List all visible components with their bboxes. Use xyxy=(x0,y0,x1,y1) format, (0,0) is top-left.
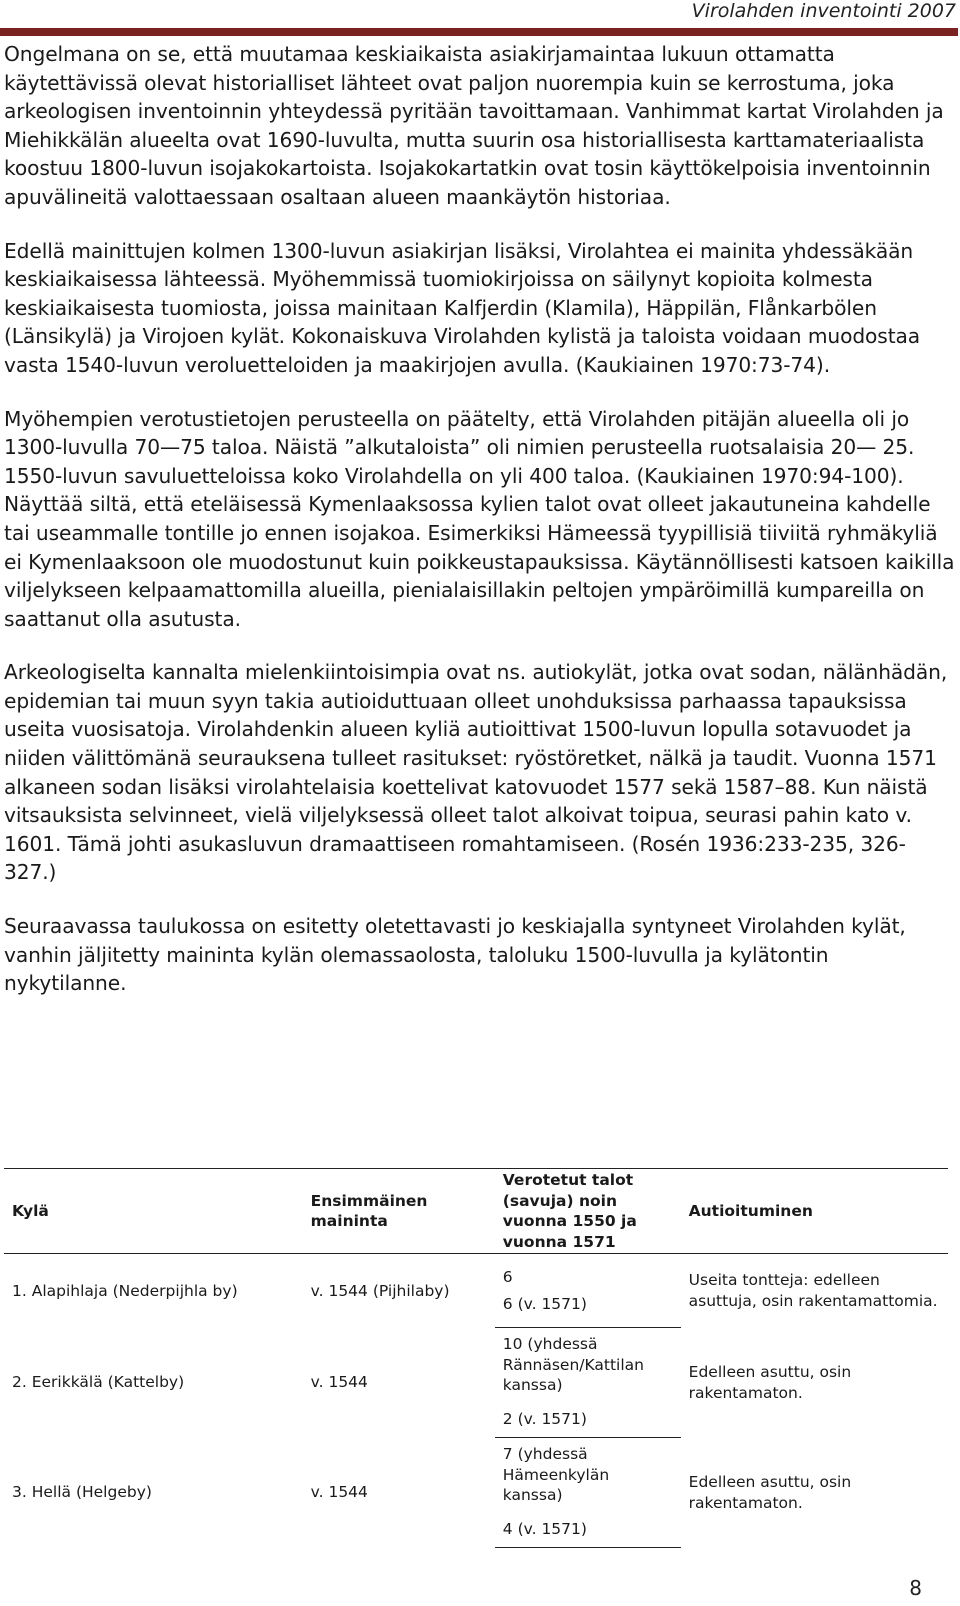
cell-houses-1550: 10 (yhdessä Rännäsen/Kattilan kanssa) xyxy=(502,1335,644,1394)
table-header-row xyxy=(4,1169,948,1254)
cell-houses-1571: 4 (v. 1571) xyxy=(495,1512,681,1548)
cell-desertion: Edelleen asuttu, osin rakentamaton. xyxy=(688,1363,852,1402)
cell-first-mention: v. 1544 (Pijhilaby) xyxy=(310,1281,450,1300)
cell-houses-1571: 2 (v. 1571) xyxy=(495,1402,681,1438)
cell-houses-1550: 6 xyxy=(502,1268,513,1286)
paragraph-deserted-villages: Arkeologiselta kannalta mielenkiintoisimpia ovat ns. autiokylät, jotka ovat sodan, nälänhädän, epidemian tai muun syyn takia autioiduttuaan olleet unohduksissa parhaassa tapauksissa useita vuosisatoja. Virolahdenkin alueen kyliä autioittivat 1500-luvun lopulla sotavuodet ja niiden välittömänä seurauksena tulleet rasitukset: ryöstöretket, nälkä ja taudit. Vuonna 1571 alkaneen sodan lisäksi virolahtelaisia koettelivat katovuodet 1577 sekä 1587–88. Kun näistä vitsauksista selvinneet, vielä viljelyksessä olleet talot alkoivat toipua, seurasi pahin kato v. 1601. Tämä johti asukasluvun dramaattiseen romahtamiseen. (Rosén 1936:233-235, 326-327.) xyxy=(4,660,948,885)
header-rule xyxy=(0,28,958,36)
cell-first-mention: v. 1544 xyxy=(310,1483,368,1502)
paragraph-taxation: Myöhempien verotustietojen perusteella on päätelty, että Virolahden pitäjän alueella oli jo 1300-luvulla 70—75 taloa. Näistä ”alkutaloista” oli nimien perusteella ruotsalaisia 20— 25. 1550-luvun savuluetteloissa koko Virolahdella on yli 400 taloa. (Kaukiainen 1970:94-100). Näyttää siltä, että eteläisessä Kymenlaaksossa kylien talot ovat olleet jakautuneina kahdelle tai useammalle tontille jo ennen isojakoa. Esimerkiksi Hämeessä tyypillisiä tiiviitä ryhmäkyliä ei Kymenlaaksoon ole muodostunut kuin poikkeustapauksissa. Käytännöllisesti katsoen kaikilla viljelykseen kelpaamattomilla alueilla, pienialaisillakin peltojen ympäröimillä kumpareilla on saattanut olla asutusta. xyxy=(4,406,955,631)
paragraph-table-intro: Seuraavassa taulukossa on esitetty oletettavasti jo keskiajalla syntyneet Virolahden kylät, vanhin jäljitetty maininta kylän olemassaolosta, taloluku 1500-luvulla ja kylätontin nykytilanne. xyxy=(4,914,906,996)
header-desertion: Autioituminen xyxy=(681,1169,948,1254)
cell-village: 1. Alapihlaja (Nederpijhla by) xyxy=(12,1281,238,1300)
villages-table xyxy=(4,1168,948,1548)
paragraph-sources: Ongelmana on se, että muutamaa keskiaikaista asiakirjamaintaa lukuun ottamatta käytettävissä olevat historialliset lähteet ovat paljon nuorempia kuin se kerrostuma, joka arkeologisen inventoinnin yhteydessä pyritään tavoittamaan. Vanhimmat kartat Virolahden ja Miehikkälän alueelta ovat 1690-luvulta, mutta suurin osa historiallisesta karttamateriaalista koostuu 1800-luvun isojakokartoista. Isojakokartatkin ovat tosin käyttökelpoisia inventoinnin apuvälineitä valottaessaan osaltaan alueen maankäytön historiaa. xyxy=(4,42,944,209)
table-row xyxy=(4,1254,948,1294)
cell-desertion: Useita tontteja: edelleen asuttuja, osin rakentamattomia. xyxy=(688,1271,938,1310)
page-number: 8 xyxy=(909,1576,922,1600)
cell-village: 3. Hellä (Helgeby) xyxy=(12,1483,152,1502)
cell-desertion: Edelleen asuttu, osin rakentamaton. xyxy=(688,1473,852,1512)
cell-village: 2. Eerikkälä (Kattelby) xyxy=(12,1373,185,1392)
header-first-mention: Ensimmäinen maininta xyxy=(303,1169,495,1254)
header-taxed-houses: Verotetut talot (savuja) noin vuonna 1550 ja vuonna 1571 xyxy=(495,1169,681,1254)
header-village: Kylä xyxy=(4,1169,303,1254)
table-row xyxy=(4,1438,948,1512)
document-running-title: Virolahden inventointi 2007 xyxy=(691,0,956,22)
cell-houses-1571: 6 (v. 1571) xyxy=(495,1294,681,1328)
paragraph-medieval-mentions: Edellä mainittujen kolmen 1300-luvun asiakirjan lisäksi, Virolahtea ei mainita yhdessäkään keskiaikaisessa lähteessä. Myöhemmissä tuomiokirjoissa on säilynyt kopioita kolmesta keskiaikaisesta tuomiosta, joissa mainitaan Kalfjerdin (Klamila), Häppilän, Flånkarbölen (Länsikylä) ja Virojoen kylät. Kokonaiskuva Virolahden kylistä ja taloista voidaan muodostaa vasta 1540-luvun veroluetteloiden ja maakirjojen avulla. (Kaukiainen 1970:73-74). xyxy=(4,238,921,377)
table-row xyxy=(4,1328,948,1402)
cell-first-mention: v. 1544 xyxy=(310,1373,368,1392)
cell-houses-1550: 7 (yhdessä Hämeenkylän kanssa) xyxy=(502,1445,610,1504)
document-body xyxy=(4,40,956,1023)
